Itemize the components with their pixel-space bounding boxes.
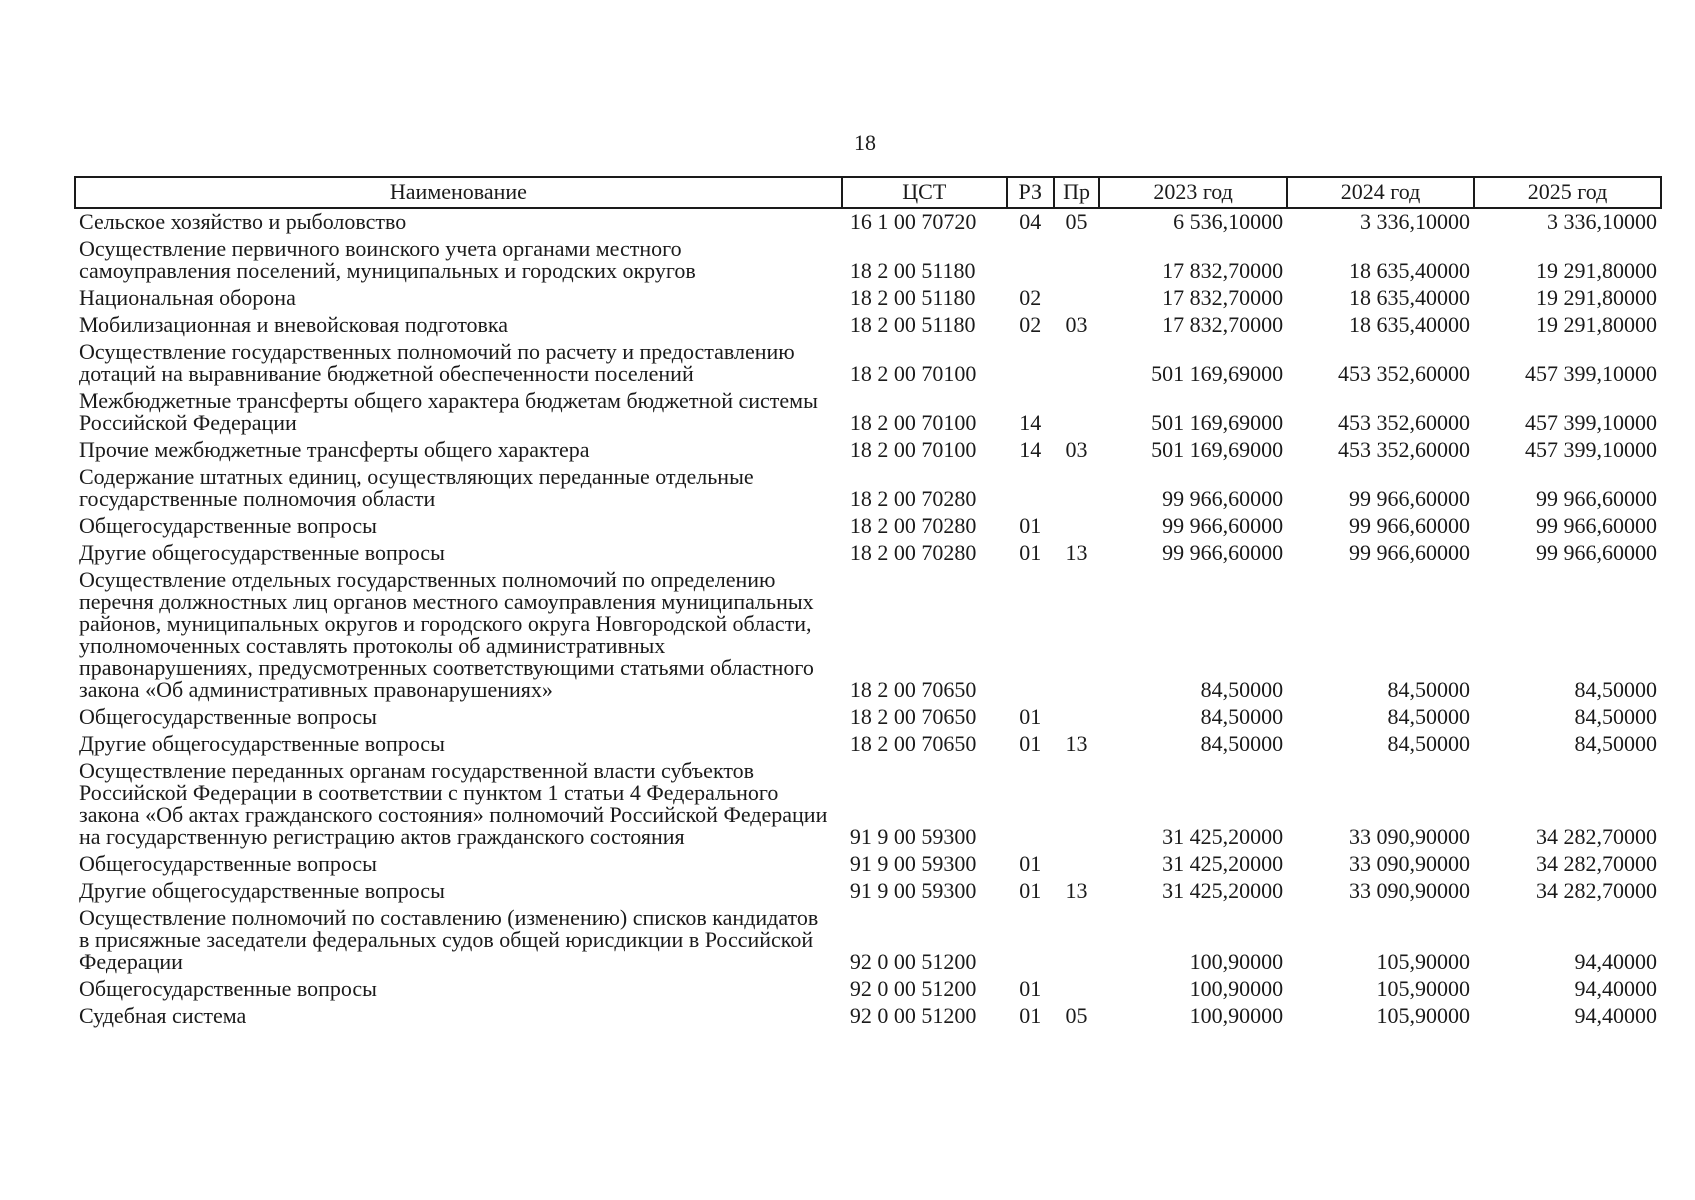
- row-rz: [1007, 567, 1054, 704]
- header-name: Наименование: [75, 177, 842, 208]
- row-2024: 84,50000: [1387, 731, 1471, 756]
- row-name: Общегосударственные вопросы: [79, 976, 377, 1001]
- row-2025: 99 966,60000: [1536, 513, 1657, 538]
- row-2025: 19 291,80000: [1536, 258, 1657, 283]
- row-pr: [1054, 976, 1099, 1003]
- row-rz: 14: [1019, 410, 1042, 435]
- row-cst: 18 2 00 70650: [849, 731, 977, 756]
- row-name: Межбюджетные трансферты общего характера бюджетам бюджетной системы Российской Федерации: [79, 388, 818, 435]
- row-name: Национальная оборона: [79, 285, 296, 310]
- row-2024: 453 352,60000: [1338, 361, 1471, 386]
- row-pr: 03: [1065, 437, 1088, 462]
- table-row: [75, 513, 1661, 540]
- row-pr: [1054, 339, 1099, 388]
- row-name: Общегосударственные вопросы: [79, 851, 377, 876]
- row-2024: 105,90000: [1376, 976, 1471, 1001]
- row-name: Общегосударственные вопросы: [79, 513, 377, 538]
- row-rz: 01: [1019, 1003, 1042, 1028]
- row-cst: 92 0 00 51200: [849, 976, 977, 1001]
- row-2024: 105,90000: [1376, 949, 1471, 974]
- row-2025: 457 399,10000: [1525, 410, 1657, 435]
- row-rz: [1007, 236, 1054, 285]
- table-row: [75, 437, 1661, 464]
- row-2025: 34 282,70000: [1536, 824, 1657, 849]
- table-row: [75, 1003, 1661, 1030]
- row-pr: [1054, 704, 1099, 731]
- row-name: Осуществление переданных органам государственной власти субъектов Российской Федерации в соответствии с пунктом 1 статьи 4 Федерального закона «Об актах гражданского состояния» полномочий Российской Федерации на государственную регистрацию актов гражданского состояния: [79, 758, 828, 849]
- row-2024: 84,50000: [1387, 704, 1471, 729]
- row-rz: 01: [1019, 878, 1042, 903]
- row-rz: 01: [1019, 731, 1042, 756]
- row-2023: 84,50000: [1200, 731, 1284, 756]
- row-pr: 05: [1065, 1003, 1088, 1028]
- row-rz: 01: [1019, 851, 1042, 876]
- header-pr: Пр: [1054, 177, 1099, 208]
- header-2024: 2024 год: [1287, 177, 1474, 208]
- row-2024: 33 090,90000: [1349, 878, 1471, 903]
- row-2023: 31 425,20000: [1162, 878, 1284, 903]
- row-2025: 84,50000: [1574, 731, 1657, 756]
- row-2023: 100,90000: [1189, 1003, 1284, 1028]
- table-row: [75, 540, 1661, 567]
- row-2025: 19 291,80000: [1536, 312, 1657, 337]
- row-2024: 18 635,40000: [1349, 312, 1471, 337]
- row-2025: 34 282,70000: [1536, 878, 1657, 903]
- row-pr: [1054, 285, 1099, 312]
- row-cst: 18 2 00 51180: [849, 258, 976, 283]
- header-cst: ЦСТ: [842, 177, 1007, 208]
- row-name: Осуществление полномочий по составлению (изменению) списков кандидатов в присяжные заседатели федеральных судов общей юрисдикции в Российской Федерации: [79, 905, 819, 974]
- row-2023: 84,50000: [1200, 704, 1284, 729]
- row-2024: 18 635,40000: [1349, 285, 1471, 310]
- budget-table-container: [74, 176, 1662, 1030]
- row-name: Сельское хозяйство и рыболовство: [79, 209, 407, 234]
- budget-table: [74, 176, 1662, 1030]
- row-2024: 105,90000: [1376, 1003, 1471, 1028]
- row-rz: 01: [1019, 976, 1042, 1001]
- row-pr: 13: [1065, 878, 1088, 903]
- row-2024: 453 352,60000: [1338, 437, 1471, 462]
- row-cst: 18 2 00 70650: [849, 677, 977, 702]
- row-2024: 3 336,10000: [1360, 209, 1471, 234]
- row-cst: 18 2 00 70100: [849, 361, 977, 386]
- row-pr: [1054, 236, 1099, 285]
- row-2025: 84,50000: [1574, 677, 1657, 702]
- table-row: [75, 208, 1661, 236]
- row-cst: 18 2 00 70650: [849, 704, 977, 729]
- row-cst: 16 1 00 70720: [849, 209, 977, 234]
- table-row: [75, 731, 1661, 758]
- row-2025: 94,40000: [1574, 1003, 1657, 1028]
- row-cst: 18 2 00 51180: [849, 312, 976, 337]
- page-number: 18: [854, 130, 876, 155]
- row-2025: 3 336,10000: [1547, 209, 1657, 234]
- row-2023: 17 832,70000: [1162, 258, 1284, 283]
- row-cst: 92 0 00 51200: [849, 949, 977, 974]
- row-2025: 94,40000: [1574, 949, 1657, 974]
- row-rz: 02: [1019, 285, 1042, 310]
- row-rz: 01: [1019, 513, 1042, 538]
- row-2023: 99 966,60000: [1162, 540, 1284, 565]
- table-row: [75, 285, 1661, 312]
- row-rz: 04: [1019, 209, 1042, 234]
- row-2023: 501 169,69000: [1151, 361, 1284, 386]
- row-cst: 91 9 00 59300: [849, 878, 977, 903]
- row-pr: [1054, 388, 1099, 437]
- header-2025: 2025 год: [1474, 177, 1661, 208]
- table-row: [75, 236, 1661, 285]
- header-2023: 2023 год: [1099, 177, 1287, 208]
- row-2023: 84,50000: [1200, 677, 1284, 702]
- row-name: Мобилизационная и вневойсковая подготовка: [79, 312, 509, 337]
- row-pr: [1054, 464, 1099, 513]
- table-row: [75, 976, 1661, 1003]
- row-cst: 18 2 00 70280: [849, 540, 977, 565]
- row-2023: 31 425,20000: [1162, 851, 1284, 876]
- table-row: [75, 567, 1661, 704]
- row-pr: 13: [1065, 540, 1088, 565]
- row-rz: 02: [1019, 312, 1042, 337]
- row-rz: 14: [1019, 437, 1042, 462]
- row-name: Другие общегосударственные вопросы: [79, 878, 445, 903]
- row-name: Другие общегосударственные вопросы: [79, 731, 445, 756]
- row-2023: 17 832,70000: [1162, 312, 1284, 337]
- row-name: Осуществление первичного воинского учета органами местного самоуправления поселений, муниципальных и городских округов: [79, 236, 696, 283]
- row-cst: 91 9 00 59300: [849, 851, 977, 876]
- table-row: [75, 758, 1661, 851]
- row-rz: [1007, 339, 1054, 388]
- row-name: Прочие межбюджетные трансферты общего характера: [79, 437, 590, 462]
- row-2025: 99 966,60000: [1536, 540, 1657, 565]
- row-pr: 13: [1065, 731, 1088, 756]
- row-name: Осуществление государственных полномочий по расчету и предоставлению дотаций на выравнивание бюджетной обеспеченности поселений: [79, 339, 795, 386]
- row-2024: 99 966,60000: [1349, 486, 1471, 511]
- row-2025: 94,40000: [1574, 976, 1657, 1001]
- table-row: [75, 851, 1661, 878]
- row-pr: [1054, 851, 1099, 878]
- row-2023: 501 169,69000: [1151, 410, 1284, 435]
- row-2025: 99 966,60000: [1536, 486, 1657, 511]
- row-2025: 457 399,10000: [1525, 437, 1657, 462]
- row-2024: 18 635,40000: [1349, 258, 1471, 283]
- row-2025: 34 282,70000: [1536, 851, 1657, 876]
- row-rz: [1007, 464, 1054, 513]
- row-rz: [1007, 905, 1054, 976]
- row-pr: 05: [1065, 209, 1088, 234]
- row-cst: 92 0 00 51200: [849, 1003, 977, 1028]
- row-name: Осуществление отдельных государственных полномочий по определению перечня должностных лиц органов местного самоуправления муниципальных районов, муниципальных округов и городского округа Новгородской области, уполномоченных составлять протоколы об административных правонарушениях, предусмотренных соответствующими статьями областного закона «Об административных правонарушениях»: [79, 567, 814, 702]
- row-2024: 99 966,60000: [1349, 540, 1471, 565]
- table-row: [75, 464, 1661, 513]
- row-2023: 17 832,70000: [1162, 285, 1284, 310]
- table-row: [75, 388, 1661, 437]
- row-name: Общегосударственные вопросы: [79, 704, 377, 729]
- row-name: Судебная система: [79, 1003, 247, 1028]
- table-row: [75, 704, 1661, 731]
- row-name: Другие общегосударственные вопросы: [79, 540, 445, 565]
- row-cst: 18 2 00 70100: [849, 437, 977, 462]
- row-pr: [1054, 513, 1099, 540]
- row-rz: 01: [1019, 704, 1042, 729]
- row-rz: [1007, 758, 1054, 851]
- row-rz: 01: [1019, 540, 1042, 565]
- table-row: [75, 339, 1661, 388]
- row-pr: [1054, 905, 1099, 976]
- table-row: [75, 905, 1661, 976]
- row-2023: 6 536,10000: [1173, 209, 1284, 234]
- row-2025: 457 399,10000: [1525, 361, 1657, 386]
- row-cst: 18 2 00 70280: [849, 513, 977, 538]
- table-body: [75, 208, 1661, 1030]
- row-2025: 84,50000: [1574, 704, 1657, 729]
- row-cst: 18 2 00 70100: [849, 410, 977, 435]
- table-row: [75, 312, 1661, 339]
- row-2024: 84,50000: [1387, 677, 1471, 702]
- row-2023: 99 966,60000: [1162, 486, 1284, 511]
- row-pr: 03: [1065, 312, 1088, 337]
- row-cst: 18 2 00 51180: [849, 285, 976, 310]
- row-2024: 99 966,60000: [1349, 513, 1471, 538]
- row-2023: 100,90000: [1189, 976, 1284, 1001]
- row-pr: [1054, 567, 1099, 704]
- table-header-row: [75, 177, 1661, 208]
- row-name: Содержание штатных единиц, осуществляющих переданные отдельные государственные полномочия области: [79, 464, 754, 511]
- row-2023: 501 169,69000: [1151, 437, 1284, 462]
- table-row: [75, 878, 1661, 905]
- row-2023: 99 966,60000: [1162, 513, 1284, 538]
- row-cst: 91 9 00 59300: [849, 824, 977, 849]
- row-2024: 453 352,60000: [1338, 410, 1471, 435]
- row-2024: 33 090,90000: [1349, 851, 1471, 876]
- row-cst: 18 2 00 70280: [849, 486, 977, 511]
- row-pr: [1054, 758, 1099, 851]
- row-2023: 100,90000: [1189, 949, 1284, 974]
- row-2024: 33 090,90000: [1349, 824, 1471, 849]
- header-rz: РЗ: [1007, 177, 1054, 208]
- row-2025: 19 291,80000: [1536, 285, 1657, 310]
- row-2023: 31 425,20000: [1162, 824, 1284, 849]
